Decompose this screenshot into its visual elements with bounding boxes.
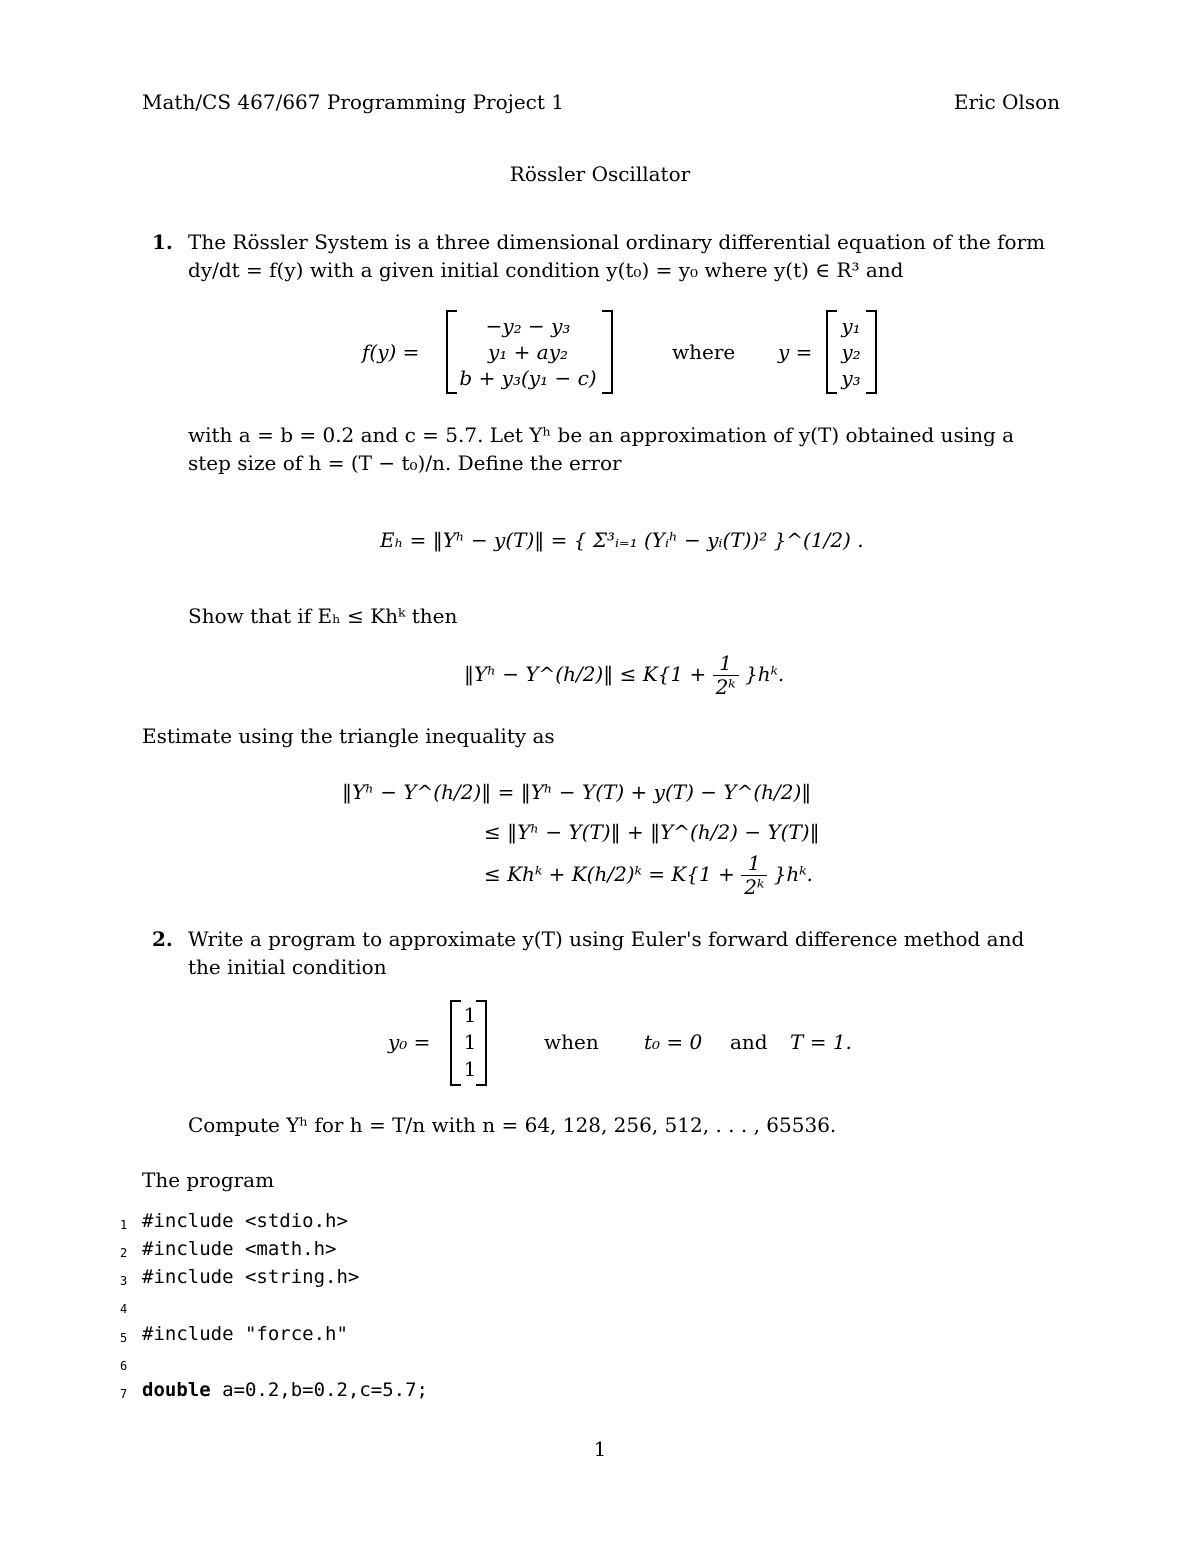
problem-1-line-4: step size of h = (T − t₀)/n. Define the error: [188, 451, 622, 475]
show-eq-rhs: }hᵏ.: [744, 662, 785, 686]
course-title: Math/CS 467/667 Programming Project 1: [142, 90, 564, 114]
y-right-bracket: [866, 310, 877, 394]
estimate-row-3: [484, 852, 813, 899]
code-keyword: double: [142, 1379, 211, 1401]
t0-condition: t₀ = 0: [644, 1030, 703, 1054]
line-number: 6: [120, 1359, 128, 1373]
y-row-1: y₁: [841, 314, 861, 338]
code-line: #include <math.h>: [142, 1238, 337, 1260]
f-label: f(y) =: [362, 340, 420, 364]
estimate-line: Estimate using the triangle inequality as: [142, 724, 555, 748]
program-label: The program: [142, 1168, 275, 1192]
est-row3-rhs: }hᵏ.: [773, 862, 813, 886]
estimate-row-1: ‖Yʰ − Y^(h/2)‖ = ‖Yʰ − Y(T) + y(T) − Y^(h/2)‖: [342, 780, 812, 804]
y-row-2: y₂: [841, 340, 861, 364]
f-right-bracket: [602, 310, 613, 394]
show-equation: [464, 652, 784, 699]
f-left-bracket: [446, 310, 457, 394]
problem-1-line-2: dy/dt = f(y) with a given initial condition y(t₀) = y₀ where y(t) ∈ R³ and: [188, 258, 904, 282]
line-number: 4: [120, 1302, 128, 1316]
code-line: #include <stdio.h>: [142, 1210, 348, 1232]
f-row-3: b + y₃(y₁ − c): [459, 366, 597, 390]
problem-1-line-1: The Rössler System is a three dimensional ordinary differential equation of the form: [188, 230, 1046, 254]
page-number: 1: [593, 1437, 607, 1461]
T-condition: T = 1.: [790, 1030, 852, 1054]
estimate-row-2: ≤ ‖Yʰ − Y(T)‖ + ‖Y^(h/2) − Y(T)‖: [484, 820, 820, 844]
y-label: y =: [778, 340, 813, 364]
y0-row-2: 1: [463, 1030, 477, 1054]
where-label: where: [672, 340, 736, 364]
f-row-2: y₁ + ay₂: [487, 340, 569, 364]
problem-2-line-2: the initial condition: [188, 955, 387, 979]
y0-right-bracket: [476, 1000, 487, 1086]
est-row3-denominator: 2ᵏ: [744, 875, 765, 899]
code-line: #include "force.h": [142, 1323, 348, 1345]
document-title: Rössler Oscillator: [509, 162, 691, 186]
y0-label: y₀ =: [388, 1030, 431, 1054]
f-row-1: −y₂ − y₃: [485, 314, 571, 338]
show-eq-lhs: ‖Yʰ − Y^(h/2)‖ ≤ K{1 +: [464, 662, 707, 686]
line-number: 7: [120, 1387, 128, 1401]
show-eq-fraction: [713, 652, 739, 699]
compute-line: Compute Yʰ for h = T/n with n = 64, 128, 256, 512, . . . , 65536.: [188, 1113, 837, 1137]
problem-1-line-3: with a = b = 0.2 and c = 5.7. Let Yʰ be an approximation of y(T) obtained using a: [188, 423, 1015, 447]
line-number: 1: [120, 1218, 128, 1232]
show-eq-denominator: 2ᵏ: [715, 675, 736, 699]
code-text: a=0.2,b=0.2,c=5.7;: [210, 1379, 428, 1401]
show-line: Show that if Eₕ ≤ Khᵏ then: [188, 604, 458, 628]
y0-row-1: 1: [463, 1003, 477, 1027]
show-eq-numerator: 1: [713, 652, 739, 676]
line-number: 3: [120, 1274, 128, 1288]
est-row3-numerator: 1: [741, 852, 767, 876]
y-left-bracket: [826, 310, 837, 394]
code-line: [142, 1379, 428, 1401]
author-name: Eric Olson: [953, 90, 1060, 114]
y0-row-3: 1: [463, 1057, 477, 1081]
y-row-3: y₃: [841, 366, 861, 390]
line-number: 2: [120, 1246, 128, 1260]
problem-2-number: 2.: [152, 927, 173, 951]
problem-2-line-1: Write a program to approximate y(T) using Euler's forward difference method and: [188, 927, 1025, 951]
when-label: when: [544, 1030, 599, 1054]
code-line: #include <string.h>: [142, 1266, 360, 1288]
problem-1-number: 1.: [152, 230, 173, 254]
est-row3-fraction: [741, 852, 767, 899]
est-row3-lhs: ≤ Khᵏ + K(h/2)ᵏ = K{1 +: [484, 862, 735, 886]
error-equation: Eₕ = ‖Yʰ − y(T)‖ = { Σ³ᵢ₌₁ (Yᵢʰ − yᵢ(T))² }^(1/2) .: [380, 528, 864, 552]
line-number: 5: [120, 1331, 128, 1345]
and-label: and: [730, 1030, 768, 1054]
